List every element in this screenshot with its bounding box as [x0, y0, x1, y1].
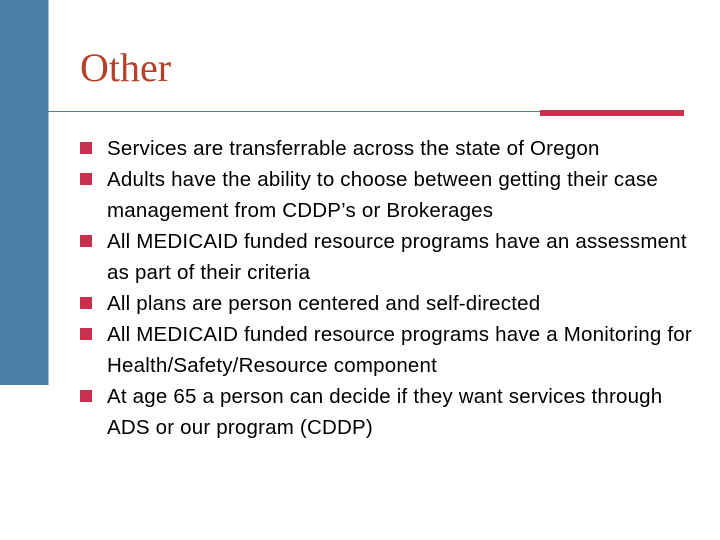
bullet-item: [80, 133, 700, 164]
title-divider-line: [48, 111, 540, 112]
square-bullet-icon: [80, 297, 92, 309]
square-bullet-icon: [80, 390, 92, 402]
bullet-item: [80, 381, 700, 443]
bullet-list: [80, 133, 700, 443]
bullet-text: At age 65 a person can decide if they want services through ADS or our program (CDDP): [107, 385, 663, 439]
square-bullet-icon: [80, 235, 92, 247]
bullet-item: [80, 164, 700, 226]
slide-title: Other: [80, 45, 172, 90]
square-bullet-icon: [80, 173, 92, 185]
square-bullet-icon: [80, 328, 92, 340]
title-divider-accent: [540, 110, 684, 116]
left-accent-bar: [0, 0, 49, 385]
bullet-item: [80, 319, 700, 381]
bullet-text: All plans are person centered and self-directed: [107, 292, 541, 315]
bullet-item: [80, 226, 700, 288]
bullet-text: Adults have the ability to choose between getting their case management from CDDP’s or Brokerages: [107, 168, 659, 222]
bullet-text: All MEDICAID funded resource programs have a Monitoring for Health/Safety/Resource component: [107, 323, 692, 377]
square-bullet-icon: [80, 142, 92, 154]
bullet-text: Services are transferrable across the state of Oregon: [107, 137, 600, 160]
bullet-item: [80, 288, 700, 319]
bullet-text: All MEDICAID funded resource programs have an assessment as part of their criteria: [107, 230, 687, 284]
